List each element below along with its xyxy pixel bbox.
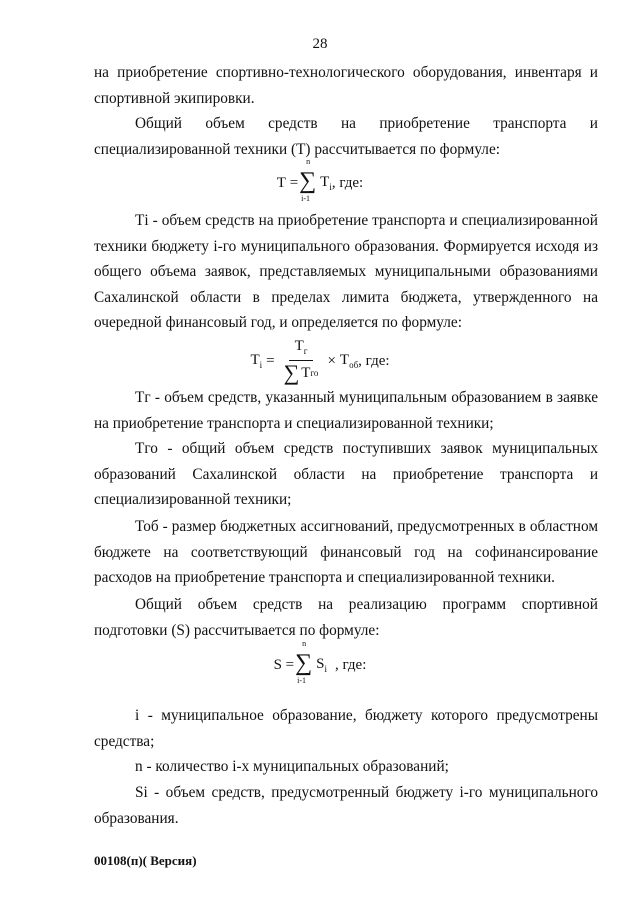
fraction-denominator: ∑ Т го [283,360,319,385]
paragraph-n-definition: n - количество i-х муниципальных образований; [135,758,449,775]
paragraph-ti-definition: Тi - объем средств на приобретение транспорта и специализированной техники бюджету i-го муниципального образования. Формируется исходя из общего объема заявок, представляемых муниципальными образованиями Сахалинской области в пределах лимита бюджета, утвержденного на очередной финансовый год, и определяется по формуле: [94,212,598,331]
paragraph-i-definition: i - муниципальное образование, бюджету которого предусмотрены средства; [94,707,598,750]
formula-lhs: $Т_i$ [250,352,263,370]
paragraph-transport-intro: Общий объем средств на приобретение транспорта и специализированной техники (Т) рассчитывается по формуле: [94,115,598,158]
sum-symbol: n ∑ i-1 [299,157,317,203]
formula-total-transport [0,157,640,203]
fraction-numerator: $Т_г$ [289,338,314,361]
paragraph-si-definition: Si - объем средств, предусмотренный бюджету i-го муниципального образования. [94,784,598,827]
paragraph-sport-training-intro: Общий объем средств на реализацию программ спортивной подготовки (S) рассчитывается по формуле: [94,596,598,639]
formula-term: $S_i$ [316,656,328,674]
fraction [284,338,319,384]
paragraph-equipment: на приобретение спортивно-технологического оборудования, инвентаря и спортивной экипировки. [94,64,598,107]
formula-term: $Т_i$ [320,174,332,192]
formula-ti: $Т_i$ = $Т_г$ ∑ Т го × $Т_{об}$ , где: [250,338,390,385]
formula-lhs: S = [273,656,295,673]
formula-tail: , где: [358,352,390,369]
paragraph-tg-definition: Тг - объем средств, указанный муниципальным образованием в заявке на приобретение транспорта и специализированной техники; [94,389,598,432]
paragraph-tgo-definition: Тго - общий объем средств поступивших заявок муниципальных образований Сахалинской области на приобретение транспорта и специализированной техники; [94,440,598,508]
formula-factor: $Т_{об}$ [339,352,359,370]
formula-lhs: Т = [276,174,299,191]
formula-tail: , где: [335,656,367,673]
sum-symbol: n ∑ i-1 [295,639,313,685]
paragraph-tob-definition: Тоб - размер бюджетных ассигнований, предусмотренных в областном бюджете на соответствующий финансовый год на софинансирование расходов на приобретение транспорта и специализированной техники. [94,518,598,586]
formula-total-sport [0,639,640,685]
formula-tail: , где: [331,174,364,191]
document-footer-code: 00108(п)( Версия) [94,853,197,868]
page-number: 28 [312,36,328,52]
